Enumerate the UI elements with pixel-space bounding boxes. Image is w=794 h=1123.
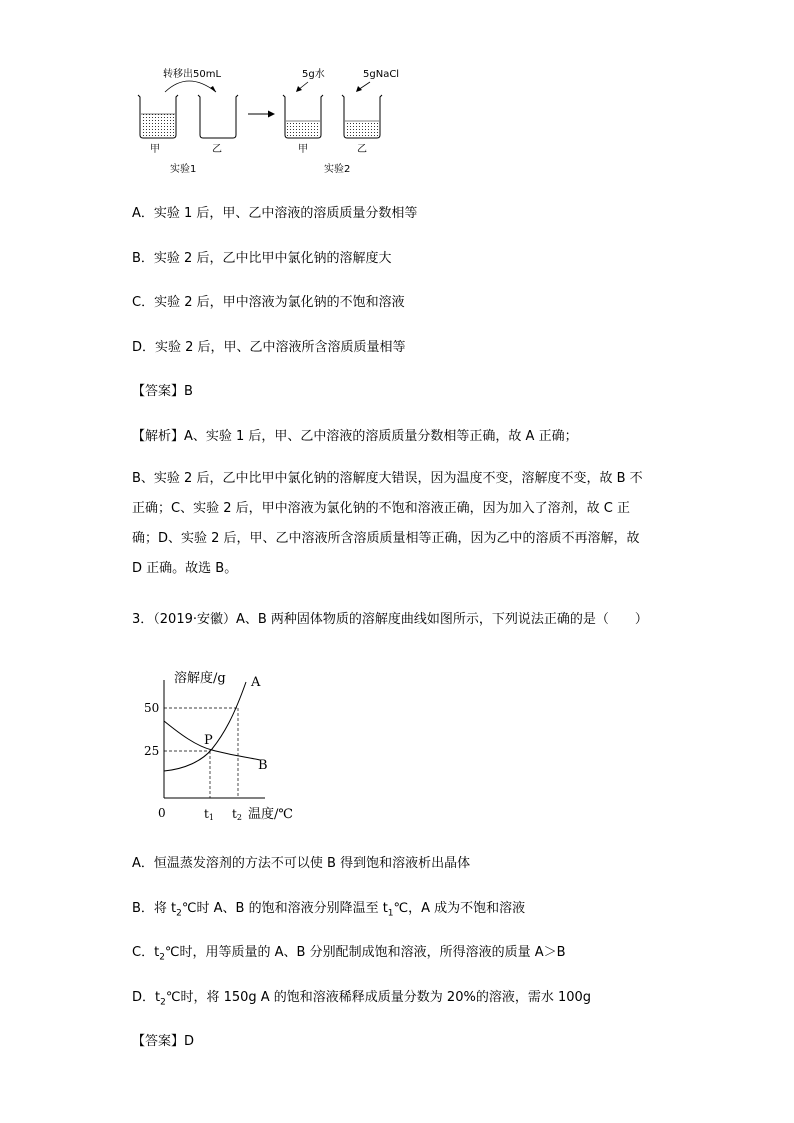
q3-option-d: D．$t_2℃$时，将 150g A 的饱和溶液稀释成质量分数为 20%的溶液，需水 100g xyxy=(132,990,592,1008)
q3-option-b: B．将 $t_2℃$时 A、B 的饱和溶液分别降温至 $t_1℃$，A 成为不饱和溶液 xyxy=(132,901,526,919)
add-nacl-label: 5gNaCl xyxy=(363,69,400,80)
transfer-arrowhead xyxy=(210,86,216,92)
q2-analysis-first: 【解析】A、实验 1 后，甲、乙中溶液的溶质质量分数相等正确，故 A 正确； xyxy=(132,429,578,444)
curve-b-label: B xyxy=(258,758,268,773)
beaker-jia-exp1 xyxy=(138,95,178,138)
beaker-jia-label: 甲 xyxy=(150,144,160,155)
point-p-label: P xyxy=(204,733,213,748)
q3-answer: 【答案】D xyxy=(132,1034,195,1049)
beaker-yi-exp1 xyxy=(198,95,238,138)
add-water-label: 5g水 xyxy=(302,69,325,80)
q2-option-a: A．实验 1 后，甲、乙中溶液的溶质质量分数相等 xyxy=(132,206,418,221)
beaker-yi2-label: 乙 xyxy=(357,144,367,155)
q2-analysis-rest: B、实验 2 后，乙中比甲中氯化钠的溶解度大错误，因为温度不变，溶解度不变，故 B 不正确；C、实验 2 后，甲中溶液为氯化钠的不饱和溶液正确，因为加入了溶剂，故 C 正确；D、实验 2 后，甲、乙中溶液所含溶质质量相等正确，因为乙中的溶质不再溶解，故 D 正确。故选 B。 xyxy=(132,471,643,576)
q2-option-c: C．实验 2 后，甲中溶液为氯化钠的不饱和溶液 xyxy=(132,295,405,310)
x-tick-t1: t1 xyxy=(204,807,214,822)
beaker-jia-exp2 xyxy=(283,95,323,138)
curve-a-label: A xyxy=(251,675,261,690)
beaker-yi-label: 乙 xyxy=(212,144,222,155)
q3-option-c: C．$t_2℃$时，用等质量的 A、B 分别配制成饱和溶液，所得溶液的质量 A＞B xyxy=(132,945,566,963)
x-axis-label: 温度/℃ xyxy=(248,807,293,822)
exp1-caption: 实验1 xyxy=(170,164,197,175)
beaker-jia2-label: 甲 xyxy=(298,144,308,155)
solubility-chart xyxy=(144,668,310,823)
y-tick-50: 50 xyxy=(144,701,160,715)
y-tick-25: 25 xyxy=(144,744,160,758)
curve-a xyxy=(164,682,246,771)
q2-option-b: B．实验 2 后，乙中比甲中氯化钠的溶解度大 xyxy=(132,251,392,266)
transfer-label: 转移出50mL xyxy=(163,69,222,80)
y-axis-label: 溶解度/g xyxy=(174,671,226,686)
beaker-yi-exp2 xyxy=(342,95,382,138)
q3-option-a: A．恒温蒸发溶剂的方法不可以使 B 得到饱和溶液析出晶体 xyxy=(132,856,471,871)
q3-stem: 3．（2019·安徽）A、B 两种固体物质的溶解度曲线如图所示，下列说法正确的是（ ） xyxy=(132,612,648,627)
transfer-arrow xyxy=(165,81,216,92)
experiment-figure xyxy=(130,62,410,182)
exp2-caption: 实验2 xyxy=(324,164,351,175)
x-tick-t2: t2 xyxy=(232,807,242,822)
q2-option-d: D．实验 2 后，甲、乙中溶液所含溶质质量相等 xyxy=(132,340,406,355)
q2-answer: 【答案】B xyxy=(132,384,193,399)
origin-label: 0 xyxy=(158,806,166,820)
